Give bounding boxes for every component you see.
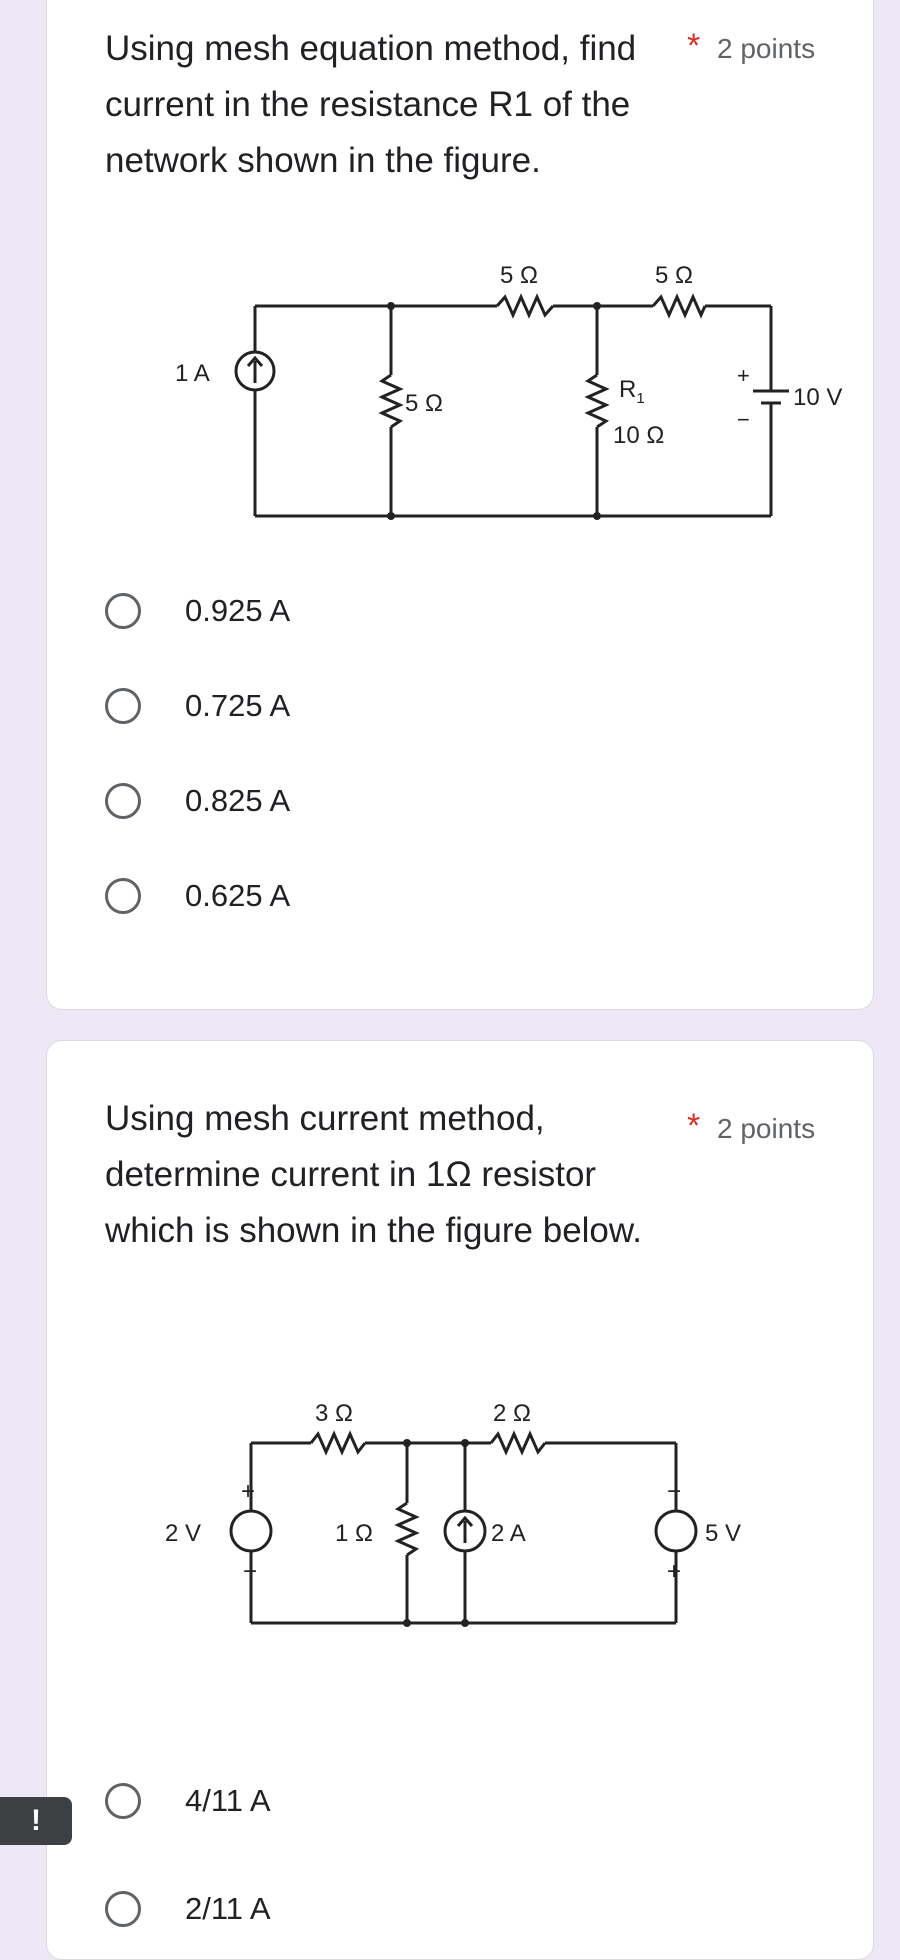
option-label: 0.725 A — [185, 688, 291, 723]
battery-plus: + — [737, 363, 750, 388]
report-button[interactable] — [0, 1797, 72, 1845]
battery-label: 10 V — [793, 384, 843, 411]
radio-button[interactable] — [105, 878, 141, 914]
r1-name: $R_1$ — [619, 376, 645, 407]
circuit-diagram-1 — [105, 231, 843, 551]
required-asterisk: * — [687, 1107, 701, 1145]
radio-button[interactable] — [105, 688, 141, 724]
resistor-2-label: 2 Ω — [493, 1400, 531, 1427]
option-label: 0.825 A — [185, 783, 291, 818]
voltage-left-label: 2 V — [165, 1520, 202, 1547]
r1-value: 10 Ω — [613, 422, 665, 449]
source-label: 1 A — [175, 360, 210, 387]
question-title: Using mesh equation method, find current in the resistance R1 of the network shown in the figure. — [105, 29, 637, 180]
option-1[interactable] — [105, 581, 290, 641]
resistor-3-label: 3 Ω — [315, 1400, 353, 1427]
voltage-source-icon — [231, 1511, 271, 1551]
circuit-diagram-2 — [105, 1361, 745, 1661]
option-label: 0.625 A — [185, 878, 291, 913]
radio-button[interactable] — [105, 593, 141, 629]
points-label: 2 points — [717, 1113, 816, 1144]
option-label: 2/11 A — [185, 1891, 271, 1926]
option-label: 0.925 A — [185, 593, 291, 628]
required-asterisk: * — [687, 27, 701, 65]
question-title: Using mesh current method, determine current in 1Ω resistor which is shown in the figure below. — [105, 1099, 642, 1250]
resistor-label-top-left: 5 Ω — [500, 262, 538, 289]
radio-button[interactable] — [105, 783, 141, 819]
option-2[interactable] — [105, 1879, 271, 1939]
current-source-label: 2 A — [491, 1520, 526, 1547]
plus-sign: + — [241, 1478, 256, 1505]
plus-sign: + — [667, 1558, 682, 1585]
resistor-label-left: 5 Ω — [405, 390, 443, 417]
battery-minus: − — [737, 407, 750, 432]
radio-button[interactable] — [105, 1783, 141, 1819]
circuit-figure-2 — [105, 1361, 745, 1666]
option-1[interactable] — [105, 1771, 271, 1831]
resistor-label-top-right: 5 Ω — [655, 262, 693, 289]
points-label: 2 points — [717, 33, 816, 64]
voltage-source-icon — [656, 1511, 696, 1551]
option-3[interactable] — [105, 771, 290, 831]
radio-button[interactable] — [105, 1891, 141, 1927]
question-card-1 — [46, 0, 874, 1010]
minus-sign: − — [243, 1558, 258, 1585]
circuit-figure-1 — [105, 231, 843, 556]
exclamation-icon: ! — [31, 1804, 41, 1837]
resistor-1-label: 1 Ω — [335, 1520, 373, 1547]
voltage-right-label: 5 V — [705, 1520, 742, 1547]
option-label: 4/11 A — [185, 1783, 271, 1818]
minus-sign: − — [667, 1478, 682, 1505]
option-4[interactable] — [105, 866, 290, 926]
option-2[interactable] — [105, 676, 290, 736]
question-card-2 — [46, 1040, 874, 1960]
